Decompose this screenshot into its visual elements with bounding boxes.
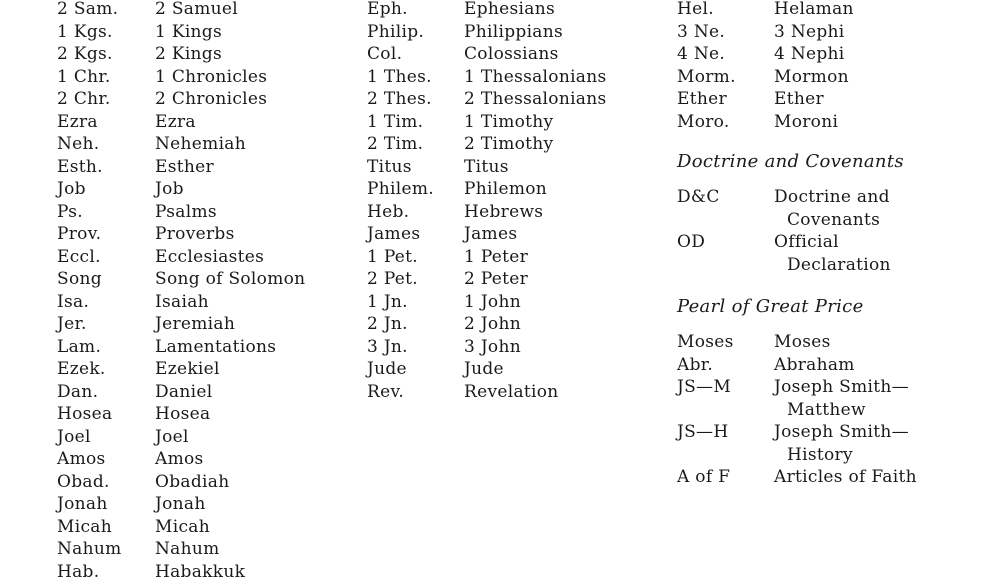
book-name: Nahum <box>155 538 220 561</box>
book-name: Psalms <box>155 201 217 224</box>
book-name: Ecclesiastes <box>155 246 264 269</box>
abbreviation-row <box>57 246 357 269</box>
book-name: Isaiah <box>155 291 209 314</box>
book-abbreviation: Hab. <box>57 561 99 583</box>
book-name: Jonah <box>155 493 206 516</box>
book-name: Hosea <box>155 403 210 426</box>
abbreviation-row <box>367 381 667 404</box>
abbreviation-row <box>677 21 977 44</box>
book-name: 2 Peter <box>464 268 528 291</box>
book-name: Micah <box>155 516 210 539</box>
book-abbreviation: Eccl. <box>57 246 101 269</box>
pearl-of-great-price-heading: Pearl of Great Price <box>677 296 864 317</box>
book-abbreviation: Esth. <box>57 156 103 179</box>
book-abbreviation: OD <box>677 231 705 254</box>
book-name: Job <box>155 178 184 201</box>
book-abbreviation: Neh. <box>57 133 100 156</box>
book-name-continuation: Covenants <box>787 209 880 232</box>
book-abbreviation: 2 Pet. <box>367 268 418 291</box>
book-name: James <box>464 223 517 246</box>
book-name: 2 Timothy <box>464 133 553 156</box>
book-name-continuation: Matthew <box>787 399 866 422</box>
book-abbreviation: JS—H <box>677 421 729 444</box>
abbreviation-row <box>57 403 357 426</box>
book-name: Daniel <box>155 381 212 404</box>
abbreviation-row <box>57 178 357 201</box>
book-abbreviation: 1 Kgs. <box>57 21 113 44</box>
book-abbreviation: 1 Pet. <box>367 246 418 269</box>
book-abbreviation: Hel. <box>677 0 714 21</box>
book-name: Moroni <box>774 111 838 134</box>
book-abbreviation: Moses <box>677 331 734 354</box>
abbreviation-row <box>367 66 667 89</box>
book-name: 3 Nephi <box>774 21 845 44</box>
book-name: Mormon <box>774 66 849 89</box>
book-abbreviation: James <box>367 223 420 246</box>
book-abbreviation: Philip. <box>367 21 424 44</box>
book-name: Revelation <box>464 381 559 404</box>
book-abbreviation: Nahum <box>57 538 122 561</box>
book-name: 1 Peter <box>464 246 528 269</box>
abbreviation-row <box>367 21 667 44</box>
book-abbreviation: 2 Thes. <box>367 88 432 111</box>
book-abbreviation: 2 Tim. <box>367 133 423 156</box>
book-name: Esther <box>155 156 214 179</box>
book-abbreviation: 2 Chr. <box>57 88 111 111</box>
book-abbreviation: 1 Thes. <box>367 66 432 89</box>
book-abbreviation: 4 Ne. <box>677 43 725 66</box>
book-name: Colossians <box>464 43 559 66</box>
book-abbreviation: Ezek. <box>57 358 106 381</box>
book-abbreviation: 2 Jn. <box>367 313 408 336</box>
book-abbreviation: Hosea <box>57 403 112 426</box>
abbreviation-row <box>57 381 357 404</box>
book-name-continuation: History <box>787 444 853 467</box>
book-abbreviation: Philem. <box>367 178 434 201</box>
book-name: Doctrine and <box>774 186 890 209</box>
book-abbreviation: Jude <box>367 358 407 381</box>
book-name: 2 Kings <box>155 43 222 66</box>
book-name: 1 Kings <box>155 21 222 44</box>
book-abbreviation: 1 Tim. <box>367 111 423 134</box>
book-name: Joel <box>155 426 189 449</box>
book-abbreviation: Isa. <box>57 291 89 314</box>
abbreviation-row <box>57 201 357 224</box>
abbreviation-row <box>367 358 667 381</box>
abbreviation-row <box>57 493 357 516</box>
book-name: Joseph Smith— <box>774 376 909 399</box>
book-name: 1 John <box>464 291 521 314</box>
abbreviation-row <box>367 88 667 111</box>
abbreviation-row <box>57 21 357 44</box>
book-abbreviation: Song <box>57 268 102 291</box>
book-abbreviation: A of F <box>677 466 730 489</box>
book-name: Amos <box>155 448 204 471</box>
book-name: 2 John <box>464 313 521 336</box>
book-abbreviation: Micah <box>57 516 112 539</box>
abbreviation-row <box>367 313 667 336</box>
abbreviation-row <box>367 336 667 359</box>
book-abbreviation: D&C <box>677 186 720 209</box>
book-name: Proverbs <box>155 223 235 246</box>
abbreviation-row <box>57 448 357 471</box>
book-abbreviation: Ps. <box>57 201 83 224</box>
book-name: 1 Chronicles <box>155 66 267 89</box>
abbreviation-row <box>677 66 977 89</box>
book-name: 4 Nephi <box>774 43 845 66</box>
abbreviation-row <box>367 246 667 269</box>
book-name-continuation: Declaration <box>787 254 891 277</box>
book-name: Helaman <box>774 0 854 21</box>
book-name: 2 Thessalonians <box>464 88 607 111</box>
abbreviation-row <box>367 268 667 291</box>
abbreviation-row <box>677 88 977 111</box>
abbreviation-row <box>677 111 977 134</box>
book-abbreviation: 2 Kgs. <box>57 43 113 66</box>
abbreviation-row <box>367 223 667 246</box>
abbreviation-row <box>367 0 667 21</box>
book-name: 2 Samuel <box>155 0 238 21</box>
abbreviation-row <box>57 313 357 336</box>
book-name: Official <box>774 231 839 254</box>
book-name: Hebrews <box>464 201 543 224</box>
book-name: Nehemiah <box>155 133 246 156</box>
book-abbreviation: Lam. <box>57 336 101 359</box>
book-name: Jeremiah <box>155 313 235 336</box>
abbreviation-row <box>367 201 667 224</box>
book-abbreviation: Jonah <box>57 493 108 516</box>
book-name: 1 Timothy <box>464 111 553 134</box>
book-abbreviation: Dan. <box>57 381 98 404</box>
book-abbreviation: Jer. <box>57 313 87 336</box>
book-abbreviation: Eph. <box>367 0 408 21</box>
book-name: Ezra <box>155 111 196 134</box>
abbreviation-row <box>57 43 357 66</box>
abbreviation-row <box>57 223 357 246</box>
book-abbreviation: 1 Jn. <box>367 291 408 314</box>
doctrine-and-covenants-heading: Doctrine and Covenants <box>677 151 904 172</box>
book-name: Moses <box>774 331 831 354</box>
book-name: Articles of Faith <box>774 466 917 489</box>
book-name: 1 Thessalonians <box>464 66 607 89</box>
book-name: 2 Chronicles <box>155 88 267 111</box>
book-abbreviation: Rev. <box>367 381 404 404</box>
book-abbreviation: Titus <box>367 156 412 179</box>
book-abbreviation: 3 Ne. <box>677 21 725 44</box>
book-abbreviation: JS—M <box>677 376 731 399</box>
book-abbreviation: Ezra <box>57 111 98 134</box>
abbreviation-row <box>367 178 667 201</box>
book-abbreviation: 3 Jn. <box>367 336 408 359</box>
abbreviation-row <box>57 88 357 111</box>
abbreviation-row <box>57 516 357 539</box>
abbreviation-row <box>57 561 357 583</box>
abbreviation-row <box>367 43 667 66</box>
book-abbreviation: Job <box>57 178 86 201</box>
book-name: Ezekiel <box>155 358 220 381</box>
book-name: Philemon <box>464 178 547 201</box>
book-name: Philippians <box>464 21 563 44</box>
book-name: Obadiah <box>155 471 229 494</box>
abbreviation-row <box>57 133 357 156</box>
abbreviation-row <box>677 43 977 66</box>
book-name: Joseph Smith— <box>774 421 909 444</box>
abbreviation-row <box>57 336 357 359</box>
abbreviation-row <box>677 0 977 21</box>
book-abbreviation: Prov. <box>57 223 101 246</box>
book-name: Habakkuk <box>155 561 245 583</box>
abbreviation-row <box>367 291 667 314</box>
book-name: Song of Solomon <box>155 268 305 291</box>
abbreviation-row <box>367 111 667 134</box>
abbreviation-row <box>57 268 357 291</box>
abbreviation-row <box>57 291 357 314</box>
book-name: Abraham <box>774 354 855 377</box>
abbreviation-row <box>57 0 357 21</box>
abbreviation-row <box>57 111 357 134</box>
abbreviation-row <box>57 426 357 449</box>
book-abbreviation: Heb. <box>367 201 409 224</box>
abbreviation-row <box>57 538 357 561</box>
abbreviation-row <box>367 156 667 179</box>
abbreviation-row <box>367 133 667 156</box>
book-abbreviation: Joel <box>57 426 91 449</box>
book-abbreviation: Moro. <box>677 111 730 134</box>
book-abbreviation: Abr. <box>677 354 713 377</box>
book-name: Ether <box>774 88 824 111</box>
book-abbreviation: Obad. <box>57 471 110 494</box>
book-abbreviation: Amos <box>57 448 106 471</box>
abbreviation-row <box>57 358 357 381</box>
abbreviation-row <box>57 156 357 179</box>
book-abbreviation: 1 Chr. <box>57 66 111 89</box>
abbreviation-row <box>57 471 357 494</box>
abbreviation-row <box>57 66 357 89</box>
book-abbreviation: Ether <box>677 88 727 111</box>
book-name: Titus <box>464 156 509 179</box>
book-name: Jude <box>464 358 504 381</box>
book-abbreviation: 2 Sam. <box>57 0 118 21</box>
book-name: Ephesians <box>464 0 555 21</box>
book-name: Lamentations <box>155 336 276 359</box>
book-abbreviation: Col. <box>367 43 402 66</box>
book-abbreviation: Morm. <box>677 66 736 89</box>
book-name: 3 John <box>464 336 521 359</box>
